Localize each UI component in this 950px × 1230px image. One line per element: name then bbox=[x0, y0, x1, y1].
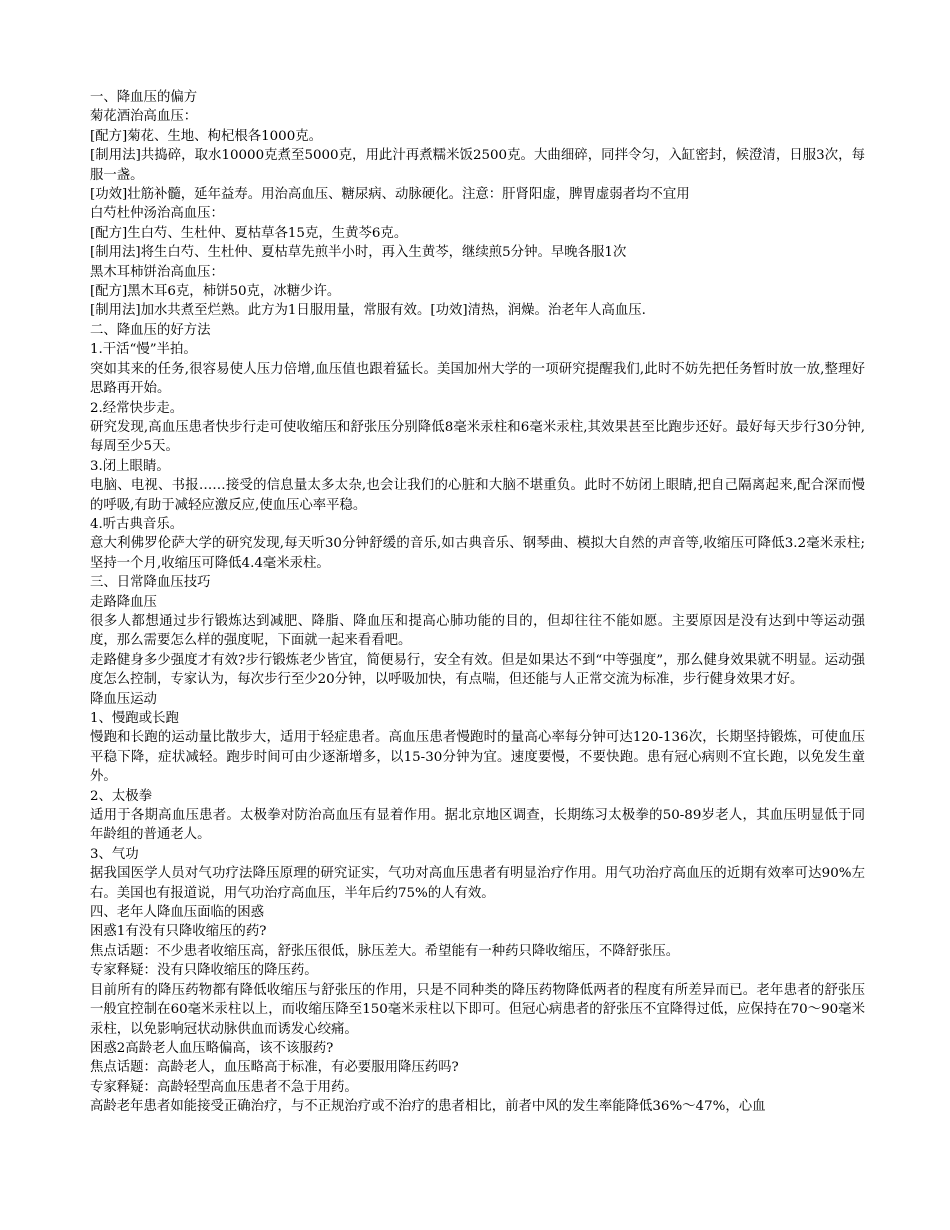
paragraph: [制用法]加水共煮至烂熟。此方为1日服用量，常服有效。[功效]清热，润燥。治老年人高血压. bbox=[90, 303, 646, 319]
subheading: 1、慢跑或长跑 bbox=[90, 711, 179, 726]
paragraph: 很多人都想通过步行锻炼达到减肥、降脂、降血压和提高心肺功能的目的，但却往往不能如愿。主要原因是没有达到中等运动强度，那么需要怎么样的强度呢，下面就一起来看看吧。 bbox=[90, 613, 865, 649]
paragraph: 据我国医学人员对气功疗法降压原理的研究证实，气功对高血压患者有明显治疗作用。用气功治疗高血压的近期有效率可达90%左右。美国也有报道说，用气功治疗高血压，半年后约75%的人有效。 bbox=[90, 866, 865, 901]
paragraph: [制用法]共捣碎，取水10000克煮至5000克，用此汁再煮糯米饭2500克。大曲细碎，同拌令匀，入缸密封，候澄清，日服3次，每服一盏。 bbox=[90, 148, 865, 183]
paragraph: 适用于各期高血压患者。太极拳对防治高血压有显着作用。据北京地区调查，长期练习太极拳的50-89岁老人，其血压明显低于同年龄组的普通老人。 bbox=[90, 808, 865, 843]
paragraph: 焦点话题：不少患者收缩压高，舒张压很低，脉压差大。希望能有一种药只降收缩压，不降舒张压。 bbox=[90, 943, 680, 959]
paragraph: [配方]黑木耳6克，柿饼50克，冰糖少许。 bbox=[90, 284, 341, 300]
section-heading: 三、日常降血压技巧 bbox=[90, 575, 211, 591]
paragraph: 研究发现,高血压患者快步行走可使收缩压和舒张压分别降低8毫米汞柱和6毫米汞柱,其效果甚至比跑步还好。最好每天步行30分钟,每周至少5天。 bbox=[90, 419, 865, 455]
paragraph: 目前所有的降压药物都有降低收缩压与舒张压的作用，只是不同种类的降压药物降低两者的程度有所差异而已。老年患者的舒张压一般宜控制在60毫米汞柱以上，而收缩压降至150毫米汞柱以下即可。但冠心病患者的舒张压不宜降得过低，应保持在70～90毫米汞柱，以免影响冠状动脉供血而诱发心绞痛。 bbox=[90, 982, 865, 1037]
subheading: 降血压运动 bbox=[90, 691, 157, 707]
paragraph: 突如其来的任务,很容易使人压力倍增,血压值也跟着猛长。美国加州大学的一项研究提醒我们,此时不妨先把任务暂时放一放,整理好思路再开始。 bbox=[90, 361, 865, 397]
paragraph: 焦点话题：高龄老人，血压略高于标准，有必要服用降压药吗? bbox=[90, 1060, 459, 1076]
paragraph: 高龄老年患者如能接受正确治疗，与不正规治疗或不治疗的患者相比，前者中风的发生率能降低36%～47%，心血 bbox=[90, 1099, 766, 1115]
subheading: 3.闭上眼睛。 bbox=[90, 458, 170, 474]
paragraph: 专家释疑：没有只降收缩压的降压药。 bbox=[90, 963, 318, 979]
paragraph: [配方]生白芍、生杜仲、夏枯草各15克，生黄芩6克。 bbox=[90, 225, 408, 241]
paragraph: 专家释疑：高龄轻型高血压患者不急于用药。 bbox=[90, 1079, 358, 1095]
paragraph: [制用法]将生白芍、生杜仲、夏枯草先煎半小时，再入生黄芩，继续煎5分钟。早晚各服1次 bbox=[90, 245, 627, 261]
subheading: 2、太极拳 bbox=[90, 788, 153, 804]
paragraph: 电脑、电视、书报……接受的信息量太多太杂,也会让我们的心脏和大脑不堪重负。此时不妨闭上眼睛,把自己隔离起来,配合深而慢的呼吸,有助于减轻应激反应,使血压心率平稳。 bbox=[90, 478, 865, 513]
subheading: 困惑1有没有只降收缩压的药? bbox=[90, 924, 267, 940]
subheading: 4.听古典音乐。 bbox=[90, 516, 184, 532]
document-body bbox=[90, 88, 865, 1117]
subheading: 黑木耳柿饼治高血压： bbox=[90, 264, 224, 280]
subheading: 白芍杜仲汤治高血压： bbox=[90, 206, 224, 222]
paragraph: [功效]壮筋补髓，延年益寿。用治高血压、糖尿病、动脉硬化。注意：肝肾阳虚，脾胃虚弱者均不宜用 bbox=[90, 187, 690, 203]
paragraph: [配方]菊花、生地、枸杞根各1000克。 bbox=[90, 128, 322, 144]
subheading: 走路降血压 bbox=[90, 594, 157, 610]
subheading: 困惑2高龄老人血压略偏高，该不该服药? bbox=[90, 1040, 334, 1056]
section-heading: 一、降血压的偏方 bbox=[90, 90, 198, 105]
subheading: 菊花酒治高血压： bbox=[90, 109, 198, 125]
paragraph: 慢跑和长跑的运动量比散步大，适用于轻症患者。高血压患者慢跑时的量高心率每分钟可达120-136次，长期坚持锻炼，可使血压平稳下降，症状减轻。跑步时间可由少逐渐增多，以15-30分钟为宜。速度要慢，不要快跑。患有冠心病则不宜长跑，以免发生童外。 bbox=[90, 730, 865, 785]
paragraph: 意大利佛罗伦萨大学的研究发现,每天听30分钟舒缓的音乐,如古典音乐、钢琴曲、模拟大自然的声音等,收缩压可降低3.2毫米汞柱;坚持一个月,收缩压可降低4.4毫米汞柱。 bbox=[90, 536, 865, 571]
section-heading: 二、降血压的好方法 bbox=[90, 322, 211, 338]
subheading: 3、气功 bbox=[90, 846, 139, 862]
paragraph: 走路健身多少强度才有效?步行锻炼老少皆宜，简便易行，安全有效。但是如果达不到“中等强度”，那么健身效果就不明显。运动强度怎么控制，专家认为，每次步行至少20分钟，以呼吸加快，有点喘，但还能与人正常交流为标准，步行健身效果才好。 bbox=[90, 652, 865, 688]
subheading: 2.经常快步走。 bbox=[90, 400, 184, 416]
section-heading: 四、老年人降血压面临的困惑 bbox=[90, 905, 265, 921]
subheading: 1.干活“慢”半拍。 bbox=[90, 342, 197, 358]
